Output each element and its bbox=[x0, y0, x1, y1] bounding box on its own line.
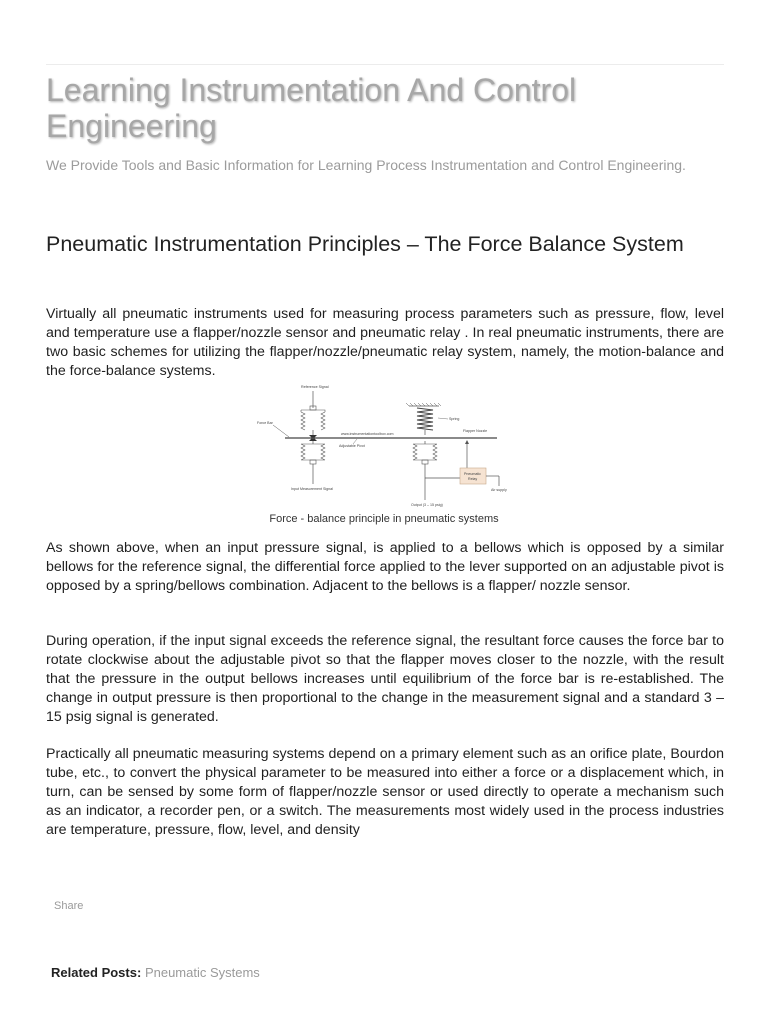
label-flapper-nozzle: Flapper Nozzle bbox=[463, 429, 488, 433]
site-tagline: We Provide Tools and Basic Information for Learning Process Instrumentation and Control Engineering. bbox=[46, 157, 686, 173]
related-posts-label: Related Posts: bbox=[51, 965, 142, 980]
share-button[interactable]: Share bbox=[54, 900, 84, 912]
force-balance-diagram bbox=[253, 382, 515, 510]
site-title[interactable]: Learning Instrumentation And Control Engineering bbox=[46, 72, 577, 144]
label-output: Output (3 – 15 psig) bbox=[411, 503, 443, 507]
post-title: Pneumatic Instrumentation Principles – The Force Balance System bbox=[46, 232, 684, 256]
label-relay-line2: Relay bbox=[468, 477, 478, 481]
diagram-svg bbox=[253, 382, 515, 510]
related-posts bbox=[51, 965, 260, 980]
label-reference-signal: Reference Signal bbox=[301, 385, 329, 389]
related-post-link[interactable]: Pneumatic Systems bbox=[144, 965, 260, 980]
label-adjustable-pivot: Adjustable Pivot bbox=[339, 444, 365, 448]
label-spring: Spring bbox=[449, 417, 460, 421]
post-paragraph-3: During operation, if the input signal exceeds the reference signal, the resultant force causes the force bar to rotate clockwise about the adjustable pivot so that the flapper moves closer to the nozzle, with the result that the pressure in the output bellows increases until equilibrium of the force bar is re-established. The change in output pressure is then proportional to the change in the measurement signal and a standard 3 – 15 psig signal is generated. bbox=[46, 633, 724, 725]
header-divider bbox=[46, 64, 724, 65]
diagram-watermark: www.instrumentationtoolbox.com bbox=[341, 432, 394, 436]
post-paragraph-4: Practically all pneumatic measuring systems depend on a primary element such as an orifice plate, Bourdon tube, etc., to convert the physical parameter to be measured into either a force or a displacement which, in turn, can be sensed by some form of flapper/nozzle sensor or used directly to operate a mechanism such as an indicator, a recorder pen, or a switch. The measurements most widely used in the process industries are temperature, pressure, flow, level, and density bbox=[46, 746, 724, 838]
label-input-signal: Input Measurement Signal bbox=[291, 487, 333, 491]
post-paragraph-2: As shown above, when an input pressure signal, is applied to a bellows which is opposed by a similar bellows for the reference signal, the differential force applied to the lever supported on an adjustable pivot is opposed by a spring/bellows combination. Adjacent to the bellows is a flapper/ nozzle sensor. bbox=[46, 540, 724, 594]
label-relay-line1: Pneumatic bbox=[464, 472, 481, 476]
post-paragraph-1: Virtually all pneumatic instruments used for measuring process parameters such as pressure, flow, level and temperature use a flapper/nozzle sensor and pneumatic relay . In real pneumatic instruments, there are two basic schemes for utilizing the flapper/nozzle/pneumatic relay system, namely, the motion-balance and the force-balance systems. bbox=[46, 306, 724, 379]
label-force-bar: Force Bar bbox=[257, 421, 273, 425]
label-air-supply: Air supply bbox=[491, 488, 507, 492]
figure-caption: Force - balance principle in pneumatic systems bbox=[269, 513, 499, 525]
